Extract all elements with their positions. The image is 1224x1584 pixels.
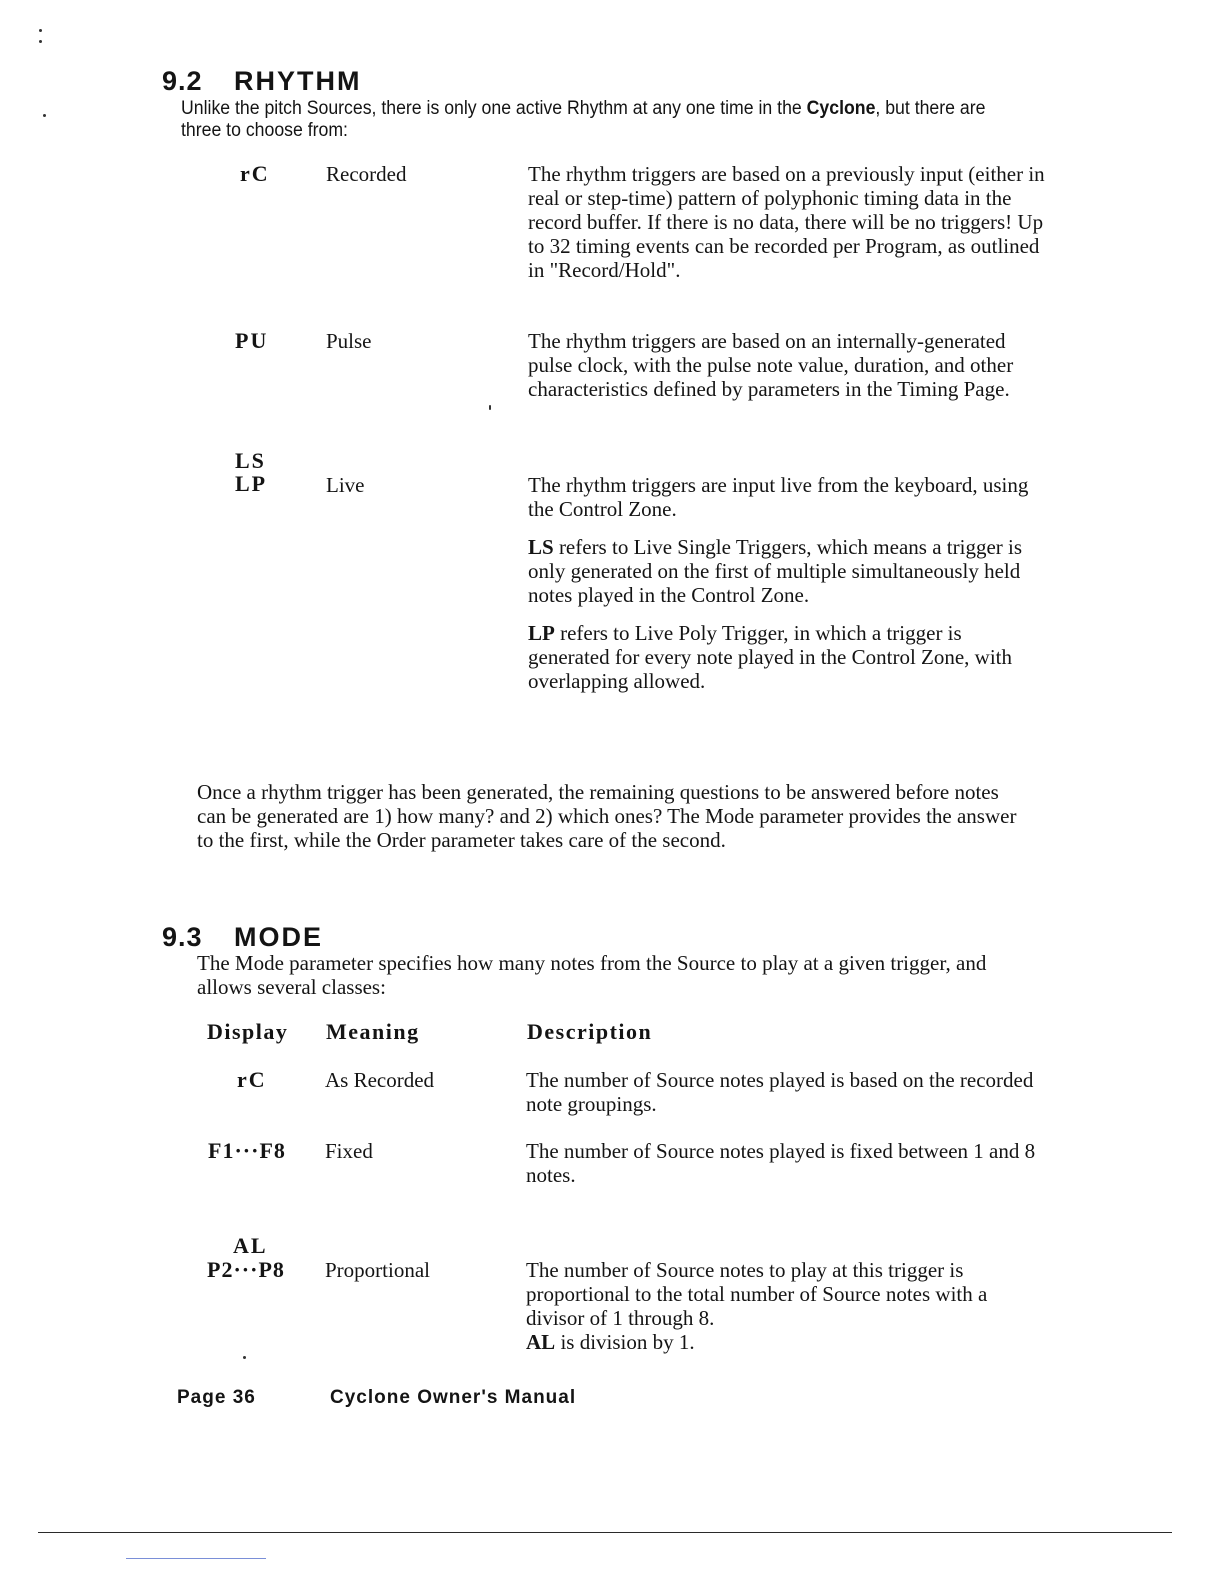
mode-name: Fixed (325, 1139, 373, 1163)
mode-description: The number of Source notes to play at this trigger is proportional to the total number of Source notes with a divisor of 1 through 8. (526, 1258, 988, 1330)
rhythm-code: PU (235, 328, 269, 353)
intro-text: , but there are three to choose from: (181, 98, 986, 141)
al-description (526, 1330, 1046, 1354)
rhythm-closing-paragraph: Once a rhythm trigger has been generated, the remaining questions to be answered before notes can be generated are 1) how many? and 2) which ones? The Mode parameter provides the answer to the first, while the Order parameter takes care of the second. (197, 780, 1017, 852)
mode-code: rC (237, 1067, 267, 1092)
bottom-divider (38, 1532, 1172, 1533)
ls-text: refers to Live Single Triggers, which means a trigger is only generated on the first of multiple simultaneously held notes played in the Control Zone. (528, 535, 1023, 607)
mode-description-block (526, 1258, 1046, 1354)
mode-intro: The Mode parameter specifies how many notes from the Source to play at a given trigger, and allows several classes: (197, 951, 987, 999)
al-term: AL (526, 1330, 556, 1354)
footer-page-number: Page 36 (177, 1387, 256, 1408)
lp-text: refers to Live Poly Trigger, in which a trigger is generated for every note played in the Control Zone, with overlapping allowed. (528, 621, 1013, 693)
footer-manual-title: Cyclone Owner's Manual (330, 1387, 577, 1408)
rhythm-description-block (528, 473, 1048, 707)
rhythm-description: The rhythm triggers are input live from the keyboard, using the Control Zone. (528, 473, 1029, 521)
lp-description (528, 621, 1048, 693)
scan-mark (243, 1356, 246, 1359)
mode-name: As Recorded (325, 1068, 435, 1092)
rhythm-intro (181, 98, 1027, 142)
rhythm-code: LP (235, 471, 268, 496)
mode-code: AL (233, 1233, 268, 1258)
mode-name: Proportional (325, 1258, 430, 1282)
rhythm-name: Pulse (326, 329, 372, 353)
scan-mark (39, 40, 42, 43)
al-text: is division by 1. (555, 1330, 695, 1354)
product-name: Cyclone (806, 98, 876, 119)
intro-text: Unlike the pitch Sources, there is only one active Rhythm at any one time in the (181, 98, 807, 119)
scan-mark (43, 114, 46, 117)
scan-mark (39, 29, 42, 32)
ls-term: LS (528, 535, 554, 559)
section-number: 9.2 (162, 66, 203, 96)
rhythm-code: rC (240, 161, 270, 186)
section-heading-rhythm (162, 67, 362, 95)
scan-mark (489, 405, 491, 410)
ls-description (528, 535, 1048, 607)
lp-term: LP (528, 621, 555, 645)
rhythm-name: Recorded (326, 162, 407, 186)
section-number: 9.3 (162, 922, 203, 952)
rhythm-description: The rhythm triggers are based on a previously input (either in real or step-time) pattern of polyphonic timing data in the record buffer. If there is no data, there will be no triggers! Up to 32 timing events can be recorded per Program, as outlined in "Record/Hold". (528, 162, 1045, 282)
mode-description: The number of Source notes played is based on the recorded note groupings. (526, 1068, 1034, 1116)
section-heading-mode (162, 923, 323, 951)
section-title: MODE (234, 922, 323, 952)
rhythm-code: LS (235, 448, 266, 473)
mode-code: P2···P8 (207, 1257, 285, 1282)
section-title: RHYTHM (234, 66, 362, 96)
col-header-display: Display (207, 1019, 289, 1044)
link-underline (126, 1558, 266, 1559)
mode-code: F1···F8 (208, 1138, 286, 1163)
col-header-meaning: Meaning (326, 1019, 420, 1044)
rhythm-description: The rhythm triggers are based on an internally-generated pulse clock, with the pulse note value, duration, and other characteristics defined by parameters in the Timing Page. (528, 329, 1014, 401)
mode-description: The number of Source notes played is fixed between 1 and 8 notes. (526, 1139, 1036, 1187)
rhythm-name: Live (326, 473, 365, 497)
col-header-description: Description (527, 1019, 653, 1044)
